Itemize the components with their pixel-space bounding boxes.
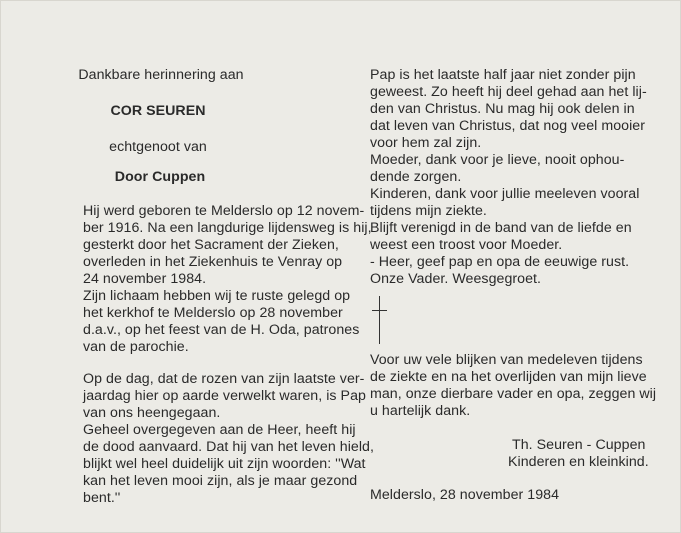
right-para1-line: Pap is het laatste half jaar niet zonder pijn: [370, 67, 636, 83]
left-para2-line: blijkt wel heel duidelijk uit zijn woorden: ''Wat: [83, 456, 366, 472]
right-para1-line: Kinderen, dank voor jullie meeleven vooral: [370, 186, 640, 202]
right-para2-line: Voor uw vele blijken van medeleven tijdens: [370, 352, 643, 368]
intro-text: Dankbare herinnering aan: [78, 67, 244, 83]
left-para1-line: het kerkhof te Melderslo op 28 november: [83, 305, 343, 321]
cross-icon: [370, 296, 390, 344]
signature-family: Kinderen en kleinkind.: [508, 454, 649, 470]
left-para2-line: jaardag hier op aarde verwelkt waren, is Pap: [83, 388, 366, 404]
right-para1-line: dende zorgen.: [370, 169, 462, 185]
right-para1-line: - Heer, geef pap en opa de eeuwige rust.: [370, 254, 630, 270]
right-para2-line: u hartelijk dank.: [370, 403, 471, 419]
deceased-name: COR SEUREN: [110, 103, 206, 119]
left-para1-line: 24 november 1984.: [83, 271, 207, 287]
right-para1-line: Moeder, dank voor je lieve, nooit ophou-: [370, 152, 625, 168]
left-para2-line: Op de dag, dat de rozen van zijn laatste ver-: [83, 371, 365, 387]
right-para1-line: Onze Vader. Weesgegroet.: [370, 271, 542, 287]
left-para1-line: d.a.v., op het feest van de H. Oda, patrones: [83, 322, 360, 338]
right-para1-line: Blijft verenigd in de band van de liefde en: [370, 220, 632, 236]
right-para2-line: man, onze dierbare vader en opa, zeggen wij: [370, 386, 657, 402]
left-para2-line: kan het leven mooi zijn, als je maar gezond: [83, 473, 358, 489]
right-para1-line: geweest. Zo heeft hij deel gehad aan het lij-: [370, 84, 647, 100]
relation-text: echtgenoot van: [109, 139, 207, 155]
left-para2-line: de dood aanvaard. Dat hij van het leven hield,: [83, 439, 374, 455]
left-para1-line: Hij werd geboren te Melderslo op 12 novem-: [83, 203, 365, 219]
left-para2-line: van ons heengegaan.: [83, 405, 221, 421]
left-para1-line: overleden in het Ziekenhuis te Venray op: [83, 254, 343, 270]
spouse-name: Door Cuppen: [114, 169, 206, 185]
left-para2-line: bent.'': [83, 490, 121, 506]
right-para1-line: voor hem zal zijn.: [370, 135, 482, 151]
right-para1-line: tijdens mijn ziekte.: [370, 203, 487, 219]
place-date: Melderslo, 28 november 1984: [370, 487, 560, 503]
left-para2-line: Geheel overgegeven aan de Heer, heeft hij: [83, 422, 356, 438]
right-para1-line: den van Christus. Nu mag hij ook delen in: [370, 101, 635, 117]
right-para1-line: dat leven van Christus, dat nog veel mooier: [370, 118, 646, 134]
signature-name: Th. Seuren - Cuppen: [512, 437, 646, 453]
right-para2-line: de ziekte en na het overlijden van mijn lieve: [370, 369, 647, 385]
left-para1-line: gesterkt door het Sacrament der Zieken,: [83, 237, 339, 253]
left-para1-line: van de parochie.: [83, 339, 189, 355]
right-para1-line: weest een troost voor Moeder.: [370, 237, 563, 253]
left-para1-line: Zijn lichaam hebben wij te ruste gelegd op: [83, 288, 351, 304]
left-para1-line: ber 1916. Na een langdurige lijdensweg is hij,: [83, 220, 372, 236]
